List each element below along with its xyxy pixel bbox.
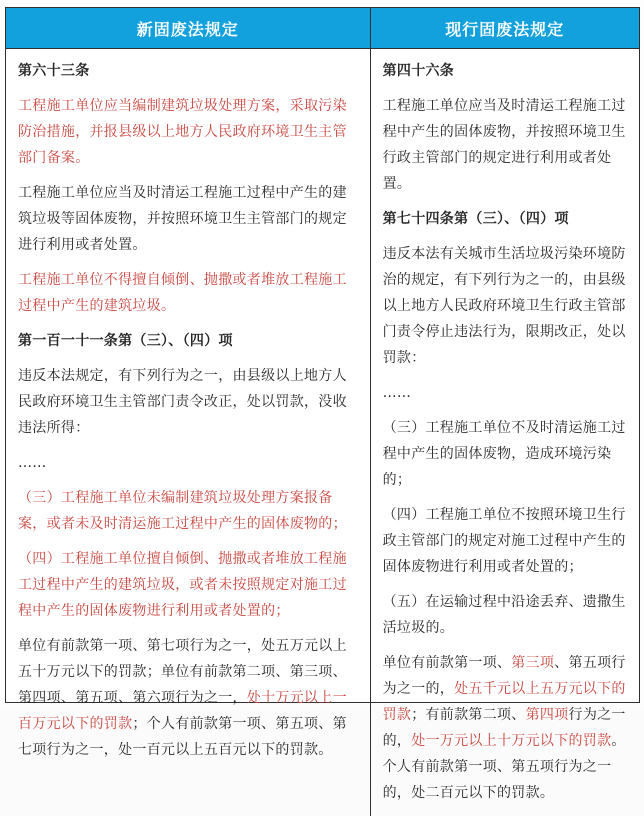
law-paragraph [18,633,358,763]
text-segment: 工程施工单位应当及时清运工程施工过程中产生的建筑垃圾等固体废物，并按照环境卫生主管部门的规定进行利用或者处置。 [18,185,347,253]
law-paragraph [383,415,627,493]
table-body-row [6,49,639,816]
law-paragraph [383,93,627,197]
article-heading [383,58,627,84]
law-paragraph [383,650,627,806]
text-segment: 第六十三条 [18,63,90,79]
law-paragraph [18,180,358,258]
highlighted-text: 第三项 [511,655,555,671]
text-segment: ；个人有前款第一项、第五项、第七项行为之一，处一百元以上五百元以下的罚款。 [18,716,347,758]
law-paragraph [18,450,358,476]
highlighted-text: （四）工程施工单位擅自倾倒、抛撒或者堆放工程施工过程中产生的建筑垃圾，或者未按照规定对施工过程中产生的固体废物进行利用或者处置的； [18,551,347,619]
text-segment: 工程施工单位应当及时清运工程施工过程中产生的固体废物，并按照环境卫生行政主管部门的规定进行利用或者处置。 [382,98,626,192]
text-segment: （三）工程施工单位不及时清运施工过程中产生的固体废物，造成环境污染的； [382,420,626,488]
law-paragraph [18,267,358,319]
table-header-row [6,8,639,49]
law-paragraph [383,502,627,580]
column-current-law [371,49,639,816]
law-comparison-table [5,7,640,801]
law-paragraph [18,363,358,441]
text-segment: 违反本法规定，有下列行为之一，由县级以上地方人民政府环境卫生主管部门责令改正，处以罚款，没收违法所得： [18,368,347,436]
header-cell-current-law: 现行固废法规定 [445,20,565,39]
law-paragraph [18,93,358,171]
text-segment: （四）工程施工单位不按照环境卫生行政主管部门的规定对施工过程中产生的固体废物进行利用或者处置的； [382,507,626,575]
article-heading [383,206,627,232]
text-segment: （五）在运输过程中沿途丢弃、遗撒生活垃圾的。 [382,594,626,636]
highlighted-text: 工程施工单位应当编制建筑垃圾处理方案，采取污染防治措施，并报县级以上地方人民政府环境卫生主管部门备案。 [18,98,347,166]
law-paragraph [18,546,358,624]
highlighted-text: 处十万元以上一百万元以下的罚款 [18,690,347,732]
article-heading [18,58,358,84]
highlighted-text: 第四项 [525,707,569,723]
highlighted-text: 处五千元以上五万元以下的罚款 [382,681,626,723]
highlighted-text: （三）工程施工单位未编制建筑垃圾处理方案报备案，或者未及时清运施工过程中产生的固体废物的； [18,490,347,532]
text-segment: 第一百一十一条第（三）、（四）项 [18,333,233,349]
column-new-law [6,49,371,816]
highlighted-text: 处一万元以上十万元以下的罚款 [411,733,612,749]
text-segment: …… [382,385,412,401]
text-segment: 单位有前款第一项、第七项行为之一，处五万元以上五十万元以下的罚款；单位有前款第二项、第三项、第四项、第五项、第六项行为之一， [18,638,347,706]
text-segment: 违反本法有关城市生活垃圾污染环境防治的规定，有下列行为之一的，由县级以上地方人民政府环境卫生行政主管部门责令停止违法行为，限期改正，处以罚款： [382,246,626,366]
text-segment: …… [18,455,47,471]
text-segment: 行为之一的， [382,707,626,749]
law-paragraph [383,241,627,371]
text-segment: ；有前款第二项、 [411,707,526,723]
law-paragraph [383,380,627,406]
law-paragraph [18,485,358,537]
text-segment: 、第五项行为之一的， [382,655,626,697]
law-paragraph [383,589,627,641]
highlighted-text: 工程施工单位不得擅自倾倒、抛撒或者堆放工程施工过程中产生的建筑垃圾。 [18,272,347,314]
text-segment: 第四十六条 [382,63,455,79]
article-heading [18,328,358,354]
text-segment: 。个人有前款第一项、第五项行为之一的，处二百元以下的罚款。 [382,733,626,801]
text-segment: 单位有前款第一项、 [382,655,512,671]
header-cell-new-law: 新固废法规定 [6,8,371,48]
text-segment: 第七十四条第（三）、（四）项 [382,211,569,227]
